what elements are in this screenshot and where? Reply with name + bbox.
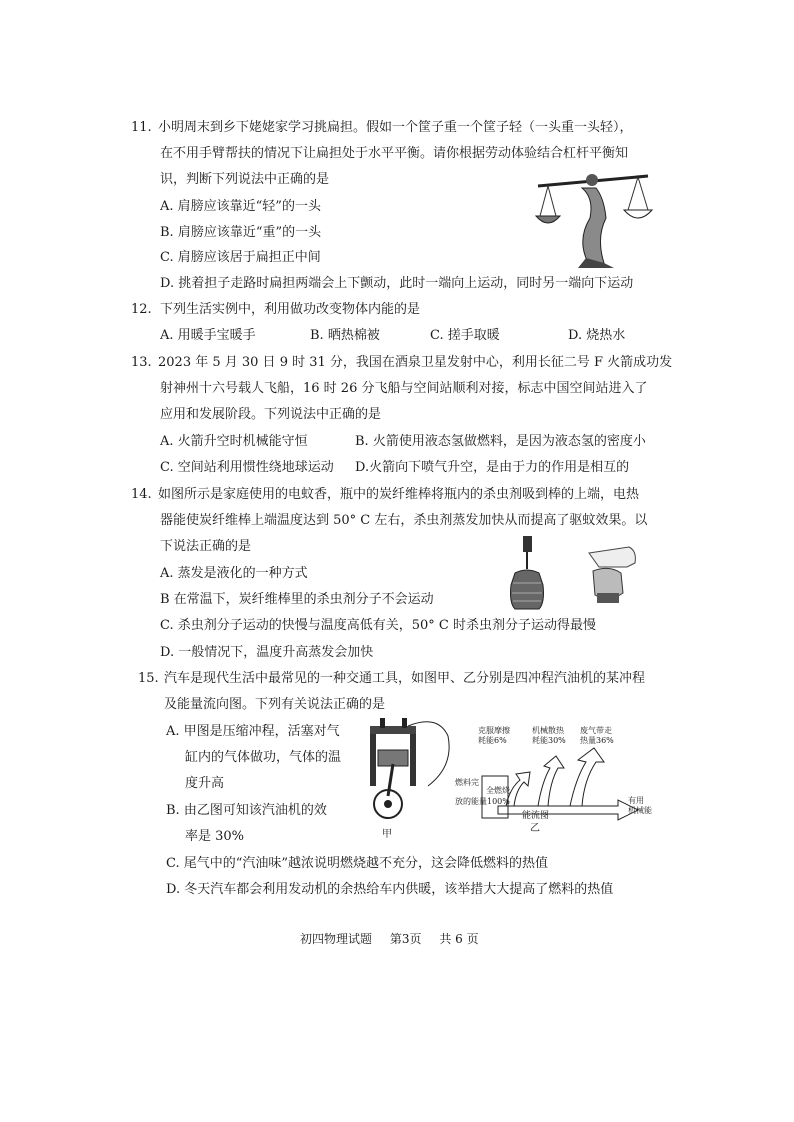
energy-flow-title: 能流图	[522, 811, 550, 821]
q15-option-d: D. 冬天汽车都会利用发动机的余热给车内供暖，该举措大大提高了燃料的热值	[166, 882, 614, 897]
q11-number: 11.	[131, 120, 152, 135]
q12-number: 12.	[131, 302, 152, 317]
energy-useful-label-1: 有用	[628, 796, 644, 805]
q12-option-d: D. 烧热水	[568, 328, 626, 343]
q11-option-c: C. 肩膀应该居于扁担正中间	[160, 250, 321, 265]
q14-number: 14.	[131, 487, 152, 502]
q11-option-b: B. 肩膀应该靠近“重”的一头	[160, 225, 322, 240]
q15-option-b-line-1: B. 由乙图可知该汽油机的效	[166, 803, 327, 818]
q12-option-c: C. 搓手取暖	[430, 328, 500, 343]
energy-exhaust-label-1: 废气带走	[580, 726, 612, 735]
q13-number: 13.	[131, 355, 152, 370]
energy-heat-label-1: 机械散热	[532, 726, 564, 735]
footer-total: 共 6 页	[439, 932, 479, 946]
q11-option-a: A. 肩膀应该靠近“轻”的一头	[160, 199, 321, 214]
q11-stem-line-1: 小明周末到乡下姥姥家学习挑扁担。假如一个筐子重一个筐子轻（一头重一头轻），	[158, 120, 633, 135]
q15-number: 15.	[138, 671, 159, 686]
figure-label-yi: 乙	[530, 823, 540, 834]
q13-option-a: A. 火箭升空时机械能守恒	[160, 434, 308, 449]
q12-option-b: B. 晒热棉被	[310, 328, 380, 343]
energy-friction-label-1: 克服摩擦	[478, 726, 510, 735]
mosquito-repellent-figure	[505, 533, 645, 613]
figure-label-jia: 甲	[382, 829, 392, 840]
q12-option-a: A. 用暖手宝暖手	[160, 328, 256, 343]
q13-stem-line-1: 2023 年 5 月 30 日 9 时 31 分，我国在酒泉卫星发射中心，利用长征二号 F 火箭成功发	[158, 355, 673, 370]
energy-exhaust-label-2: 热量36%	[580, 736, 614, 745]
footer-page: 第3页	[389, 932, 422, 946]
q12-stem: 下列生活实例中，利用做功改变物体内能的是	[160, 302, 421, 317]
energy-friction-label-2: 耗能6%	[478, 736, 507, 745]
q11-stem-line-2: 在不用手臂帮扶的情况下让扁担处于水平平衡。请你根据劳动体验结合杠杆平衡知	[160, 146, 629, 161]
q14-stem-line-1: 如图所示是家庭使用的电蚊香，瓶中的炭纤维棒将瓶内的杀虫剂吸到棒的上端，电热	[158, 487, 640, 502]
q15-option-a-line-1: A. 甲图是压缩冲程，活塞对气	[166, 724, 340, 739]
q14-stem-line-2: 器能使炭纤维棒上端温度达到 50° C 左右，杀虫剂蒸发加快从而提高了驱蚊效果。以	[160, 513, 648, 528]
footer-title: 初四物理试题	[300, 932, 373, 946]
q15-stem-line-2: 及能量流向图。下列有关说法正确的是	[164, 697, 386, 712]
q14-option-c: C. 杀虫剂分子运动的快慢与温度高低有关，50° C 时杀虫剂分子运动得最慢	[160, 618, 597, 633]
energy-source-label-3: 放的能量100%	[455, 797, 510, 806]
q14-option-d: D. 一般情况下，温度升高蒸发会加快	[160, 645, 374, 660]
q13-stem-line-2: 射神州十六号载人飞船，16 时 26 分飞船与空间站顺利对接，标志中国空间站进入了	[160, 381, 648, 396]
q14-option-a: A. 蒸发是液化的一种方式	[160, 566, 308, 581]
energy-heat-label-2: 耗能30%	[532, 736, 566, 745]
energy-source-label-2: 全燃烧	[486, 786, 510, 795]
q11-option-d: D. 挑着担子走路时扁担两端会上下颤动，此时一端向上运动，同时另一端向下运动	[160, 276, 634, 291]
q15-stem-line-1: 汽车是现代生活中最常见的一种交通工具，如图甲、乙分别是四冲程汽油机的某冲程	[164, 671, 646, 686]
engine-cylinder-figure	[358, 716, 458, 826]
carrying-pole-figure	[534, 168, 654, 273]
q14-option-b: B 在常温下，炭纤维棒里的杀虫剂分子不会运动	[160, 592, 434, 607]
q11-stem-line-3: 识，判断下列说法中正确的是	[160, 172, 330, 187]
q15-option-a-line-3: 度升高	[185, 776, 225, 791]
q13-option-c: C. 空间站利用惯性绕地球运动	[160, 460, 334, 475]
page-footer	[300, 930, 493, 947]
q15-option-a-line-2: 缸内的气体做功，气体的温	[185, 750, 342, 765]
energy-useful-label-2: 机械能	[628, 806, 652, 815]
energy-source-label-1: 燃料完	[455, 778, 479, 787]
q15-option-b-line-2: 率是 30%	[185, 829, 245, 844]
q13-option-d: D.火箭向下喷气升空，是由于力的作用是相互的	[355, 460, 630, 475]
q14-stem-line-3: 下说法正确的是	[160, 539, 252, 554]
q13-option-b: B. 火箭使用液态氢做燃料，是因为液态氢的密度小	[355, 434, 646, 449]
q15-option-c: C. 尾气中的“汽油味”越浓说明燃烧越不充分，这会降低燃料的热值	[166, 856, 549, 871]
q13-stem-line-3: 应用和发展阶段。下列说法中正确的是	[160, 407, 382, 422]
